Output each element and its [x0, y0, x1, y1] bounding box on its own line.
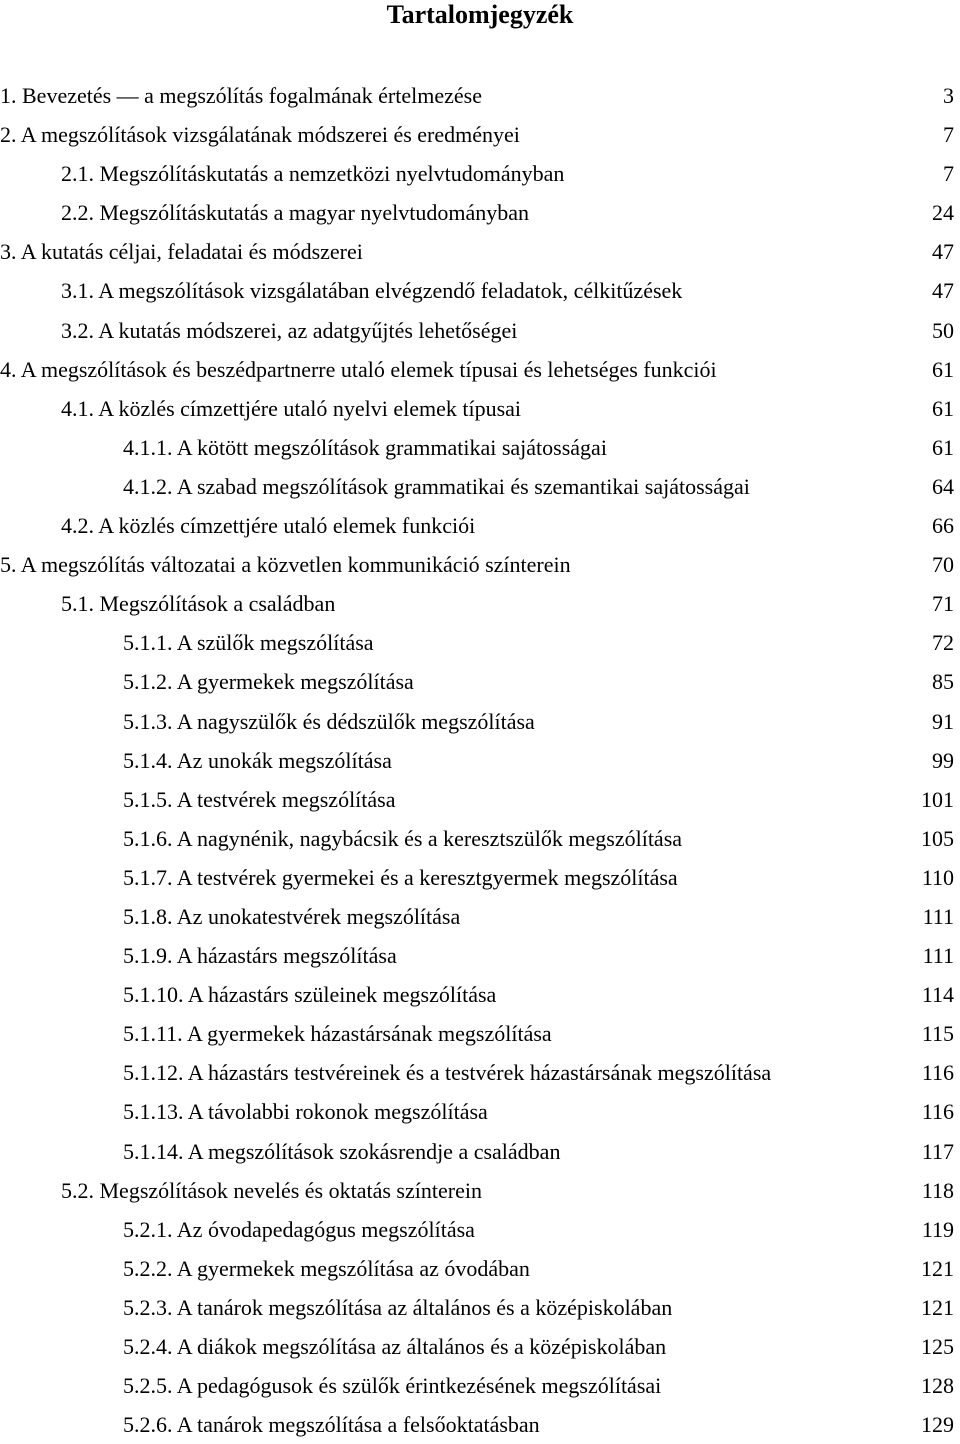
toc-entry-title: 4. A megszólítások és beszédpartnerre utaló elemek típusai és lehetséges funkciói [0, 356, 717, 382]
toc-entry [0, 897, 960, 936]
toc-entry-page-number: 91 [932, 708, 954, 734]
toc-entry-title: 2.1. Megszólításkutatás a nemzetközi nyelvtudományban [61, 161, 565, 187]
toc-entry-page-number: 129 [921, 1412, 954, 1438]
toc-entry-title: 3.2. A kutatás módszerei, az adatgyűjtés lehetőségei [61, 317, 518, 343]
toc-entry-page-number: 115 [921, 1021, 954, 1047]
toc-entry-title: 5.1.6. A nagynénik, nagybácsik és a keresztszülők megszólítása [123, 825, 683, 851]
toc-entry-title: 4.1.2. A szabad megszólítások grammatikai és szemantikai sajátosságai [123, 473, 750, 499]
toc-entry [0, 271, 960, 310]
toc-entry [0, 584, 960, 623]
toc-entry [0, 1132, 960, 1171]
toc-entry [0, 76, 960, 115]
toc-entry [0, 1014, 960, 1053]
toc-entry-page-number: 114 [921, 982, 954, 1008]
toc-entry [0, 389, 960, 428]
toc-entry-page-number: 128 [921, 1373, 954, 1399]
toc-entry-page-number: 50 [932, 317, 954, 343]
toc-entry-page-number: 72 [932, 630, 954, 656]
toc-entry [0, 702, 960, 741]
toc-entry [0, 193, 960, 232]
toc-entry [0, 858, 960, 897]
toc-entry [0, 154, 960, 193]
toc-entry [0, 232, 960, 271]
toc-entry-page-number: 105 [921, 825, 954, 851]
toc-entry-title: 5.1.9. A házastárs megszólítása [123, 943, 397, 969]
toc-entry [0, 1053, 960, 1092]
toc-entry-page-number: 61 [932, 356, 954, 382]
toc-entry [0, 1405, 960, 1444]
toc-entry-title: 2.2. Megszólításkutatás a magyar nyelvtudományban [61, 200, 529, 226]
toc-entry-page-number: 71 [932, 591, 954, 617]
toc-entry [0, 1327, 960, 1366]
toc-entry-page-number: 64 [932, 473, 954, 499]
toc-entry [0, 467, 960, 506]
toc-entry [0, 741, 960, 780]
toc-entry [0, 1171, 960, 1210]
toc-entry-title: 4.1.1. A kötött megszólítások grammatikai sajátosságai [123, 434, 607, 460]
toc-entry [0, 1288, 960, 1327]
toc-entry-title: 5.1.2. A gyermekek megszólítása [123, 669, 414, 695]
toc-entry-page-number: 121 [921, 1294, 954, 1320]
toc-entry-title: 5.1.1. A szülők megszólítása [123, 630, 374, 656]
toc-entry-page-number: 111 [922, 903, 954, 929]
toc-entry-page-number: 110 [921, 864, 954, 890]
toc-entry-title: 5.1.3. A nagyszülők és dédszülők megszólítása [123, 708, 535, 734]
toc-entry-page-number: 66 [932, 513, 954, 539]
toc-entry [0, 936, 960, 975]
toc-entry-page-number: 116 [921, 1060, 954, 1086]
toc-entry-title: 5.1.4. Az unokák megszólítása [123, 747, 392, 773]
toc-entry-page-number: 47 [932, 278, 954, 304]
toc-entry [0, 1092, 960, 1131]
toc-entry [0, 623, 960, 662]
toc-entry-title: 4.2. A közlés címzettjére utaló elemek funkciói [61, 513, 476, 539]
toc-entry-title: 5. A megszólítás változatai a közvetlen kommunikáció színterein [0, 552, 571, 578]
toc-entry [0, 662, 960, 701]
toc-entry-title: 5.2.6. A tanárok megszólítása a felsőoktatásban [123, 1412, 540, 1438]
toc-entry-title: 1. Bevezetés — a megszólítás fogalmának értelmezése [0, 83, 482, 108]
toc-entry-page-number: 85 [932, 669, 954, 695]
toc-entry-title: 5.1. Megszólítások a családban [61, 591, 336, 617]
toc-entry-page-number: 101 [921, 786, 954, 812]
toc-entry [0, 506, 960, 545]
toc-entry-page-number: 70 [932, 552, 954, 578]
toc-entry-page-number: 99 [932, 747, 954, 773]
toc-entry [0, 780, 960, 819]
page-title: Tartalomjegyzék [386, 0, 574, 29]
toc-entry-page-number: 119 [921, 1216, 954, 1242]
toc-entry-page-number: 121 [921, 1255, 954, 1281]
toc-entry-title: 5.2.5. A pedagógusok és szülők érintkezésének megszólításai [123, 1373, 662, 1399]
toc-entry-page-number: 125 [921, 1334, 954, 1359]
toc-entry-title: 5.1.7. A testvérek gyermekei és a keresztgyermek megszólítása [123, 864, 678, 890]
toc-entry-title: 5.1.10. A házastárs szüleinek megszólítása [123, 982, 497, 1008]
toc-entry [0, 115, 960, 154]
toc-entry-title: 5.1.14. A megszólítások szokásrendje a családban [123, 1138, 561, 1164]
toc-entry [0, 350, 960, 389]
toc-entry-page-number: 47 [932, 239, 954, 265]
table-of-contents [0, 76, 960, 1444]
toc-entry [0, 1210, 960, 1249]
toc-entry [0, 545, 960, 584]
toc-entry-page-number: 116 [921, 1099, 954, 1125]
toc-entry-page-number: 7 [943, 161, 954, 187]
toc-entry-title: 5.1.12. A házastárs testvéreinek és a testvérek házastársának megszólítása [123, 1060, 772, 1086]
toc-entry-title: 5.1.13. A távolabbi rokonok megszólítása [123, 1099, 488, 1125]
toc-entry-page-number: 118 [921, 1177, 954, 1203]
toc-entry-title: 5.2.2. A gyermekek megszólítása az óvodában [123, 1255, 530, 1281]
toc-entry-title: 5.2. Megszólítások nevelés és oktatás színterein [61, 1177, 482, 1203]
toc-entry-title: 5.2.1. Az óvodapedagógus megszólítása [123, 1216, 475, 1242]
toc-entry-page-number: 117 [921, 1138, 954, 1164]
toc-entry [0, 1366, 960, 1405]
toc-entry-page-number: 7 [943, 122, 954, 148]
toc-entry-title: 5.2.3. A tanárok megszólítása az általános és a középiskolában [123, 1294, 673, 1320]
toc-entry-title: 3.1. A megszólítások vizsgálatában elvégzendő feladatok, célkitűzések [61, 278, 683, 304]
toc-entry-title: 5.1.5. A testvérek megszólítása [123, 786, 396, 812]
toc-entry [0, 311, 960, 350]
toc-entry-title: 4.1. A közlés címzettjére utaló nyelvi elemek típusai [61, 395, 522, 421]
toc-entry-title: 5.1.11. A gyermekek házastársának megszólítása [123, 1021, 552, 1047]
toc-entry [0, 1249, 960, 1288]
toc-entry-title: 2. A megszólítások vizsgálatának módszerei és eredményei [0, 122, 520, 148]
toc-entry [0, 975, 960, 1014]
toc-entry-title: 5.1.8. Az unokatestvérek megszólítása [123, 903, 461, 929]
toc-entry [0, 428, 960, 467]
toc-entry [0, 819, 960, 858]
toc-entry-title: 5.2.4. A diákok megszólítása az általános és a középiskolában [123, 1334, 667, 1359]
toc-entry-page-number: 24 [932, 200, 954, 226]
toc-entry-page-number: 3 [943, 83, 954, 108]
toc-entry-page-number: 61 [932, 434, 954, 460]
toc-entry-page-number: 111 [922, 943, 954, 969]
toc-entry-page-number: 61 [932, 395, 954, 421]
toc-entry-title: 3. A kutatás céljai, feladatai és módszerei [0, 239, 363, 265]
